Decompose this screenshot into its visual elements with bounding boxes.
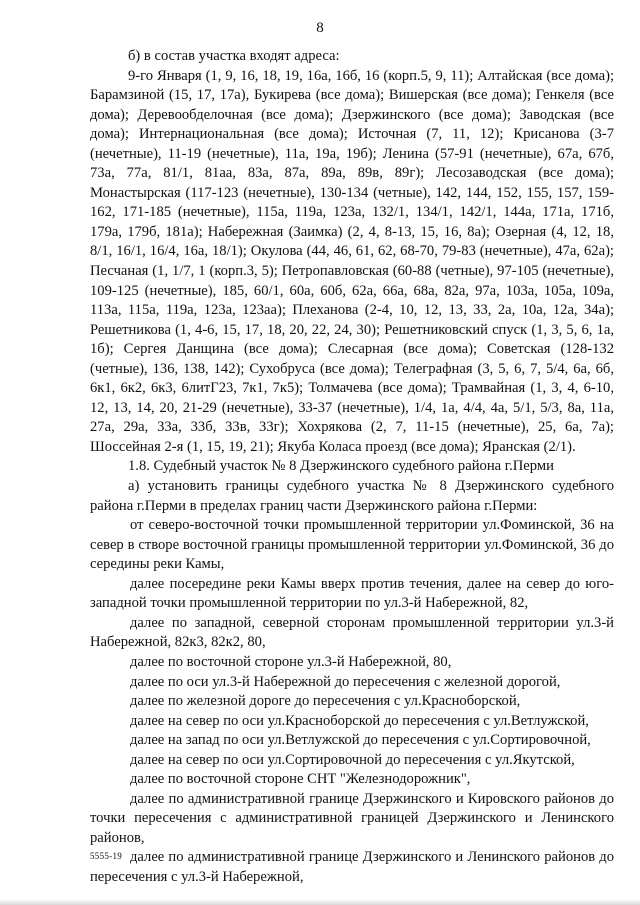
boundary-step: далее по административной границе Дзержинского и Ленинского районов до пересечения с ул.3-й Набережной,	[90, 849, 614, 885]
boundary-step: далее посередине реки Камы вверх против течения, далее на север до юго-западной точки промышленной территории по ул.3-й Набережной, 82,	[90, 575, 614, 612]
boundary-step: далее по железной дороге до пересечения с ул.Красноборской,	[130, 693, 521, 710]
address-list: 9-го Января (1, 9, 16, 18, 19, 16а, 16б, 16 (корп.5, 9, 11); Алтайская (все дома); Барамзиной (15, 17, 17а), Букирева (все дома); Вишерская (все дома); Генкеля (все дома); Деревообделочная (все дома); Дзержинского (все дома); Заводская (все дома); Интернациональная (все дома); Источная (7, 11, 12); Крисанова (3-7 (нечетные), 11-19 (нечетные), 11а, 19а, 19б); Ленина (57-91 (нечетные), 67а, 67б, 73а, 77а, 81/1, 81аа, 83а, 87а, 89а, 89в, 89г); Лесозаводская (все дома); Монастырская (117-123 (нечетные), 130-134 (четные), 142, 144, 152, 155, 157, 159-162, 171-185 (нечетные), 115а, 119а, 123а, 132/1, 134/1, 142/1, 144а, 171а, 171б, 179а, 179б, 181а); Набережная (Заимка) (2, 4, 8-13, 15, 16, 8а); Озерная (4, 12, 18, 8/1, 16/1, 16/4, 16а, 18/1); Окулова (44, 46, 61, 62, 68-70, 79-83 (нечетные), 47а, 62а); Песчаная (1, 1/7, 1 (корп.3, 5); Петропавловская (60-88 (четные), 97-105 (нечетные), 109-125 (нечетные), 185, 60/1, 60а, 60б, 62а, 66а, 68а, 82а, 97а, 103а, 105а, 109а, 113а, 115а, 119а, 123а, 123аа); Плеханова (2-4, 10, 12, 13, 33, 2а, 10а, 12а, 34а); Решетникова (1, 4-6, 15, 17, 18, 20, 22, 24, 30); Решетниковский спуск (1, 3, 5, 6, 1а, 1б); Сергея Данщина (все дома); Слесарная (все дома); Советская (128-132 (четные), 136, 138, 142); Сухобруса (все дома); Телеграфная (3, 5, 6, 7, 5/4, 6а, 6б, 6к1, 6к2, 6к3, 6литГ23, 7к1, 7к5); Толмачева (все дома); Трамвайная (1, 3, 4, 6-10, 12, 13, 14, 20, 21-29 (нечетные), 33-37 (нечетные), 1/4, 1а, 4/4, 4а, 5/1, 5/3, 8а, 11а, 27а, 29а, 33а, 33б, 33в, 33г); Хохрякова (2, 7, 11-15 (нечетные), 25, 6а, 7а); Шоссейная 2-я (1, 15, 19, 21); Якуба Коласа проезд (все дома); Яранская (2/1).	[90, 67, 614, 455]
boundary-step: далее на север по оси ул.Сортировочной до пересечения с ул.Якутской,	[130, 751, 575, 768]
address-list-heading: б) в состав участка входят адреса:	[128, 48, 340, 64]
page-number: 8	[316, 20, 324, 36]
boundary-step: далее по оси ул.3-й Набережной до пересечения с железной дорогой,	[130, 673, 561, 690]
boundary-intro: а) установить границы судебного участка № 8 Дзержинского судебного района г.Перми в пределах границ части Дзержинского района г.Перми:	[90, 478, 614, 514]
document-body	[90, 47, 614, 888]
boundary-step: от северо-восточной точки промышленной территории ул.Фоминской, 36 на север в створе восточной границы промышленной территории ул.Фоминской, 36 до середины реки Камы,	[90, 517, 614, 573]
boundary-step: далее на север по оси ул.Красноборской до пересечения с ул.Ветлужской,	[130, 712, 589, 729]
scan-edge	[0, 899, 640, 905]
section-heading-1-8: 1.8. Судебный участок № 8 Дзержинского судебного района г.Перми	[128, 458, 554, 475]
boundary-step: далее по восточной стороне СНТ "Железнодорожник",	[130, 771, 471, 788]
boundary-step: далее на запад по оси ул.Ветлужской до пересечения с ул.Сортировочной,	[130, 732, 591, 749]
document-code: 5555-19	[90, 851, 123, 861]
boundary-step: далее по восточной стороне ул.3-й Набережной, 80,	[130, 653, 452, 670]
boundary-step: далее по административной границе Дзержинского и Кировского районов до точки пересечения с административной границей Дзержинского и Ленинского районов,	[90, 790, 614, 846]
boundary-step: далее по западной, северной сторонам промышленной территории ул.3-й Набережной, 82к3, 82к2, 80,	[90, 614, 614, 651]
